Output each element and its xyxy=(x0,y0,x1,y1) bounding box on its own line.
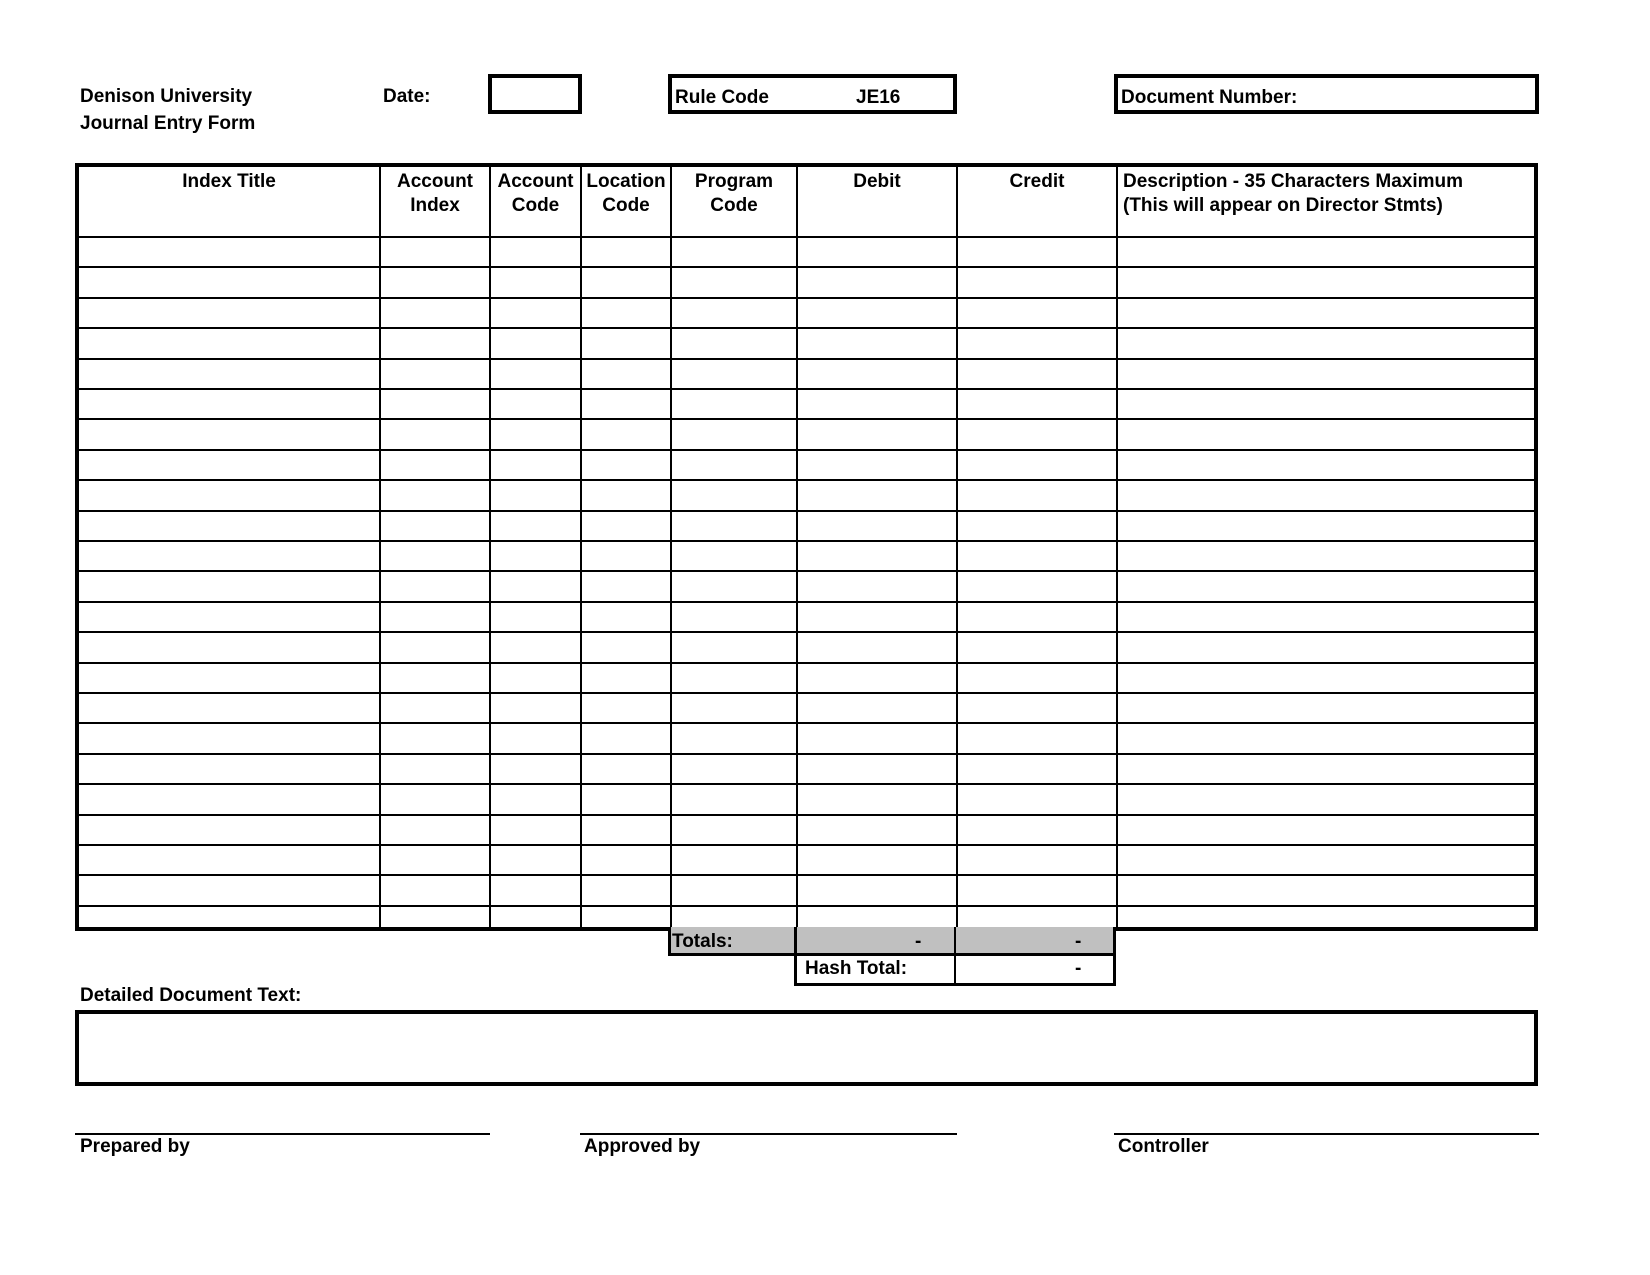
column-header-index-title: Index Title xyxy=(182,171,276,192)
table-row[interactable] xyxy=(79,360,1534,388)
table-row[interactable] xyxy=(79,420,1534,448)
table-row[interactable] xyxy=(79,846,1534,874)
date-label: Date: xyxy=(383,86,431,107)
prepared-by-line[interactable] xyxy=(75,1133,490,1135)
column-header-program-code: Program Code xyxy=(694,171,774,216)
totals-row xyxy=(668,927,1116,956)
table-row[interactable] xyxy=(79,542,1534,570)
date-field[interactable] xyxy=(488,74,582,114)
approved-by-label: Approved by xyxy=(584,1136,701,1157)
table-row[interactable] xyxy=(79,299,1534,327)
org-name: Denison University xyxy=(80,86,253,107)
column-header-account-code: Account Code xyxy=(497,171,574,216)
document-number-label: Document Number: xyxy=(1121,87,1298,108)
hash-total-value: - xyxy=(1075,958,1082,979)
form-title: Journal Entry Form xyxy=(80,113,256,134)
table-row[interactable] xyxy=(79,268,1534,296)
detailed-text-label: Detailed Document Text: xyxy=(80,985,302,1006)
approved-by-line[interactable] xyxy=(580,1133,957,1135)
table-row[interactable] xyxy=(79,572,1534,600)
controller-line[interactable] xyxy=(1114,1133,1539,1135)
column-header-location-code: Location Code xyxy=(586,171,666,216)
table-row[interactable] xyxy=(79,451,1534,479)
document-number-field[interactable] xyxy=(1114,74,1539,114)
totals-label: Totals: xyxy=(672,931,733,952)
table-row[interactable] xyxy=(79,755,1534,783)
totals-debit-value: - xyxy=(915,931,922,952)
detailed-text-field[interactable] xyxy=(75,1010,1538,1086)
table-row[interactable] xyxy=(79,664,1534,692)
table-row[interactable] xyxy=(79,724,1534,752)
prepared-by-label: Prepared by xyxy=(80,1136,190,1157)
column-header-account-index: Account Index xyxy=(397,171,473,216)
column-header-credit: Credit xyxy=(1009,171,1065,192)
rule-code-value: JE16 xyxy=(856,87,901,108)
column-header-debit: Debit xyxy=(853,171,901,192)
table-row[interactable] xyxy=(79,633,1534,661)
table-row[interactable] xyxy=(79,390,1534,418)
table-row[interactable] xyxy=(79,785,1534,813)
table-row[interactable] xyxy=(79,481,1534,509)
rule-code-label: Rule Code xyxy=(675,87,769,108)
journal-entry-table xyxy=(75,163,1538,931)
controller-label: Controller xyxy=(1118,1136,1209,1157)
hash-total-label: Hash Total: xyxy=(805,958,908,979)
table-row[interactable] xyxy=(79,603,1534,631)
rule-code-field[interactable] xyxy=(668,74,957,114)
table-row[interactable] xyxy=(79,876,1534,904)
table-row[interactable] xyxy=(79,816,1534,844)
column-header-description: Description - 35 Characters Maximum (This will appear on Director Stmts) xyxy=(1123,171,1464,216)
table-row[interactable] xyxy=(79,694,1534,722)
table-row[interactable] xyxy=(79,238,1534,266)
totals-credit-value: - xyxy=(1075,931,1082,952)
table-row[interactable] xyxy=(79,329,1534,357)
table-row[interactable] xyxy=(79,512,1534,540)
